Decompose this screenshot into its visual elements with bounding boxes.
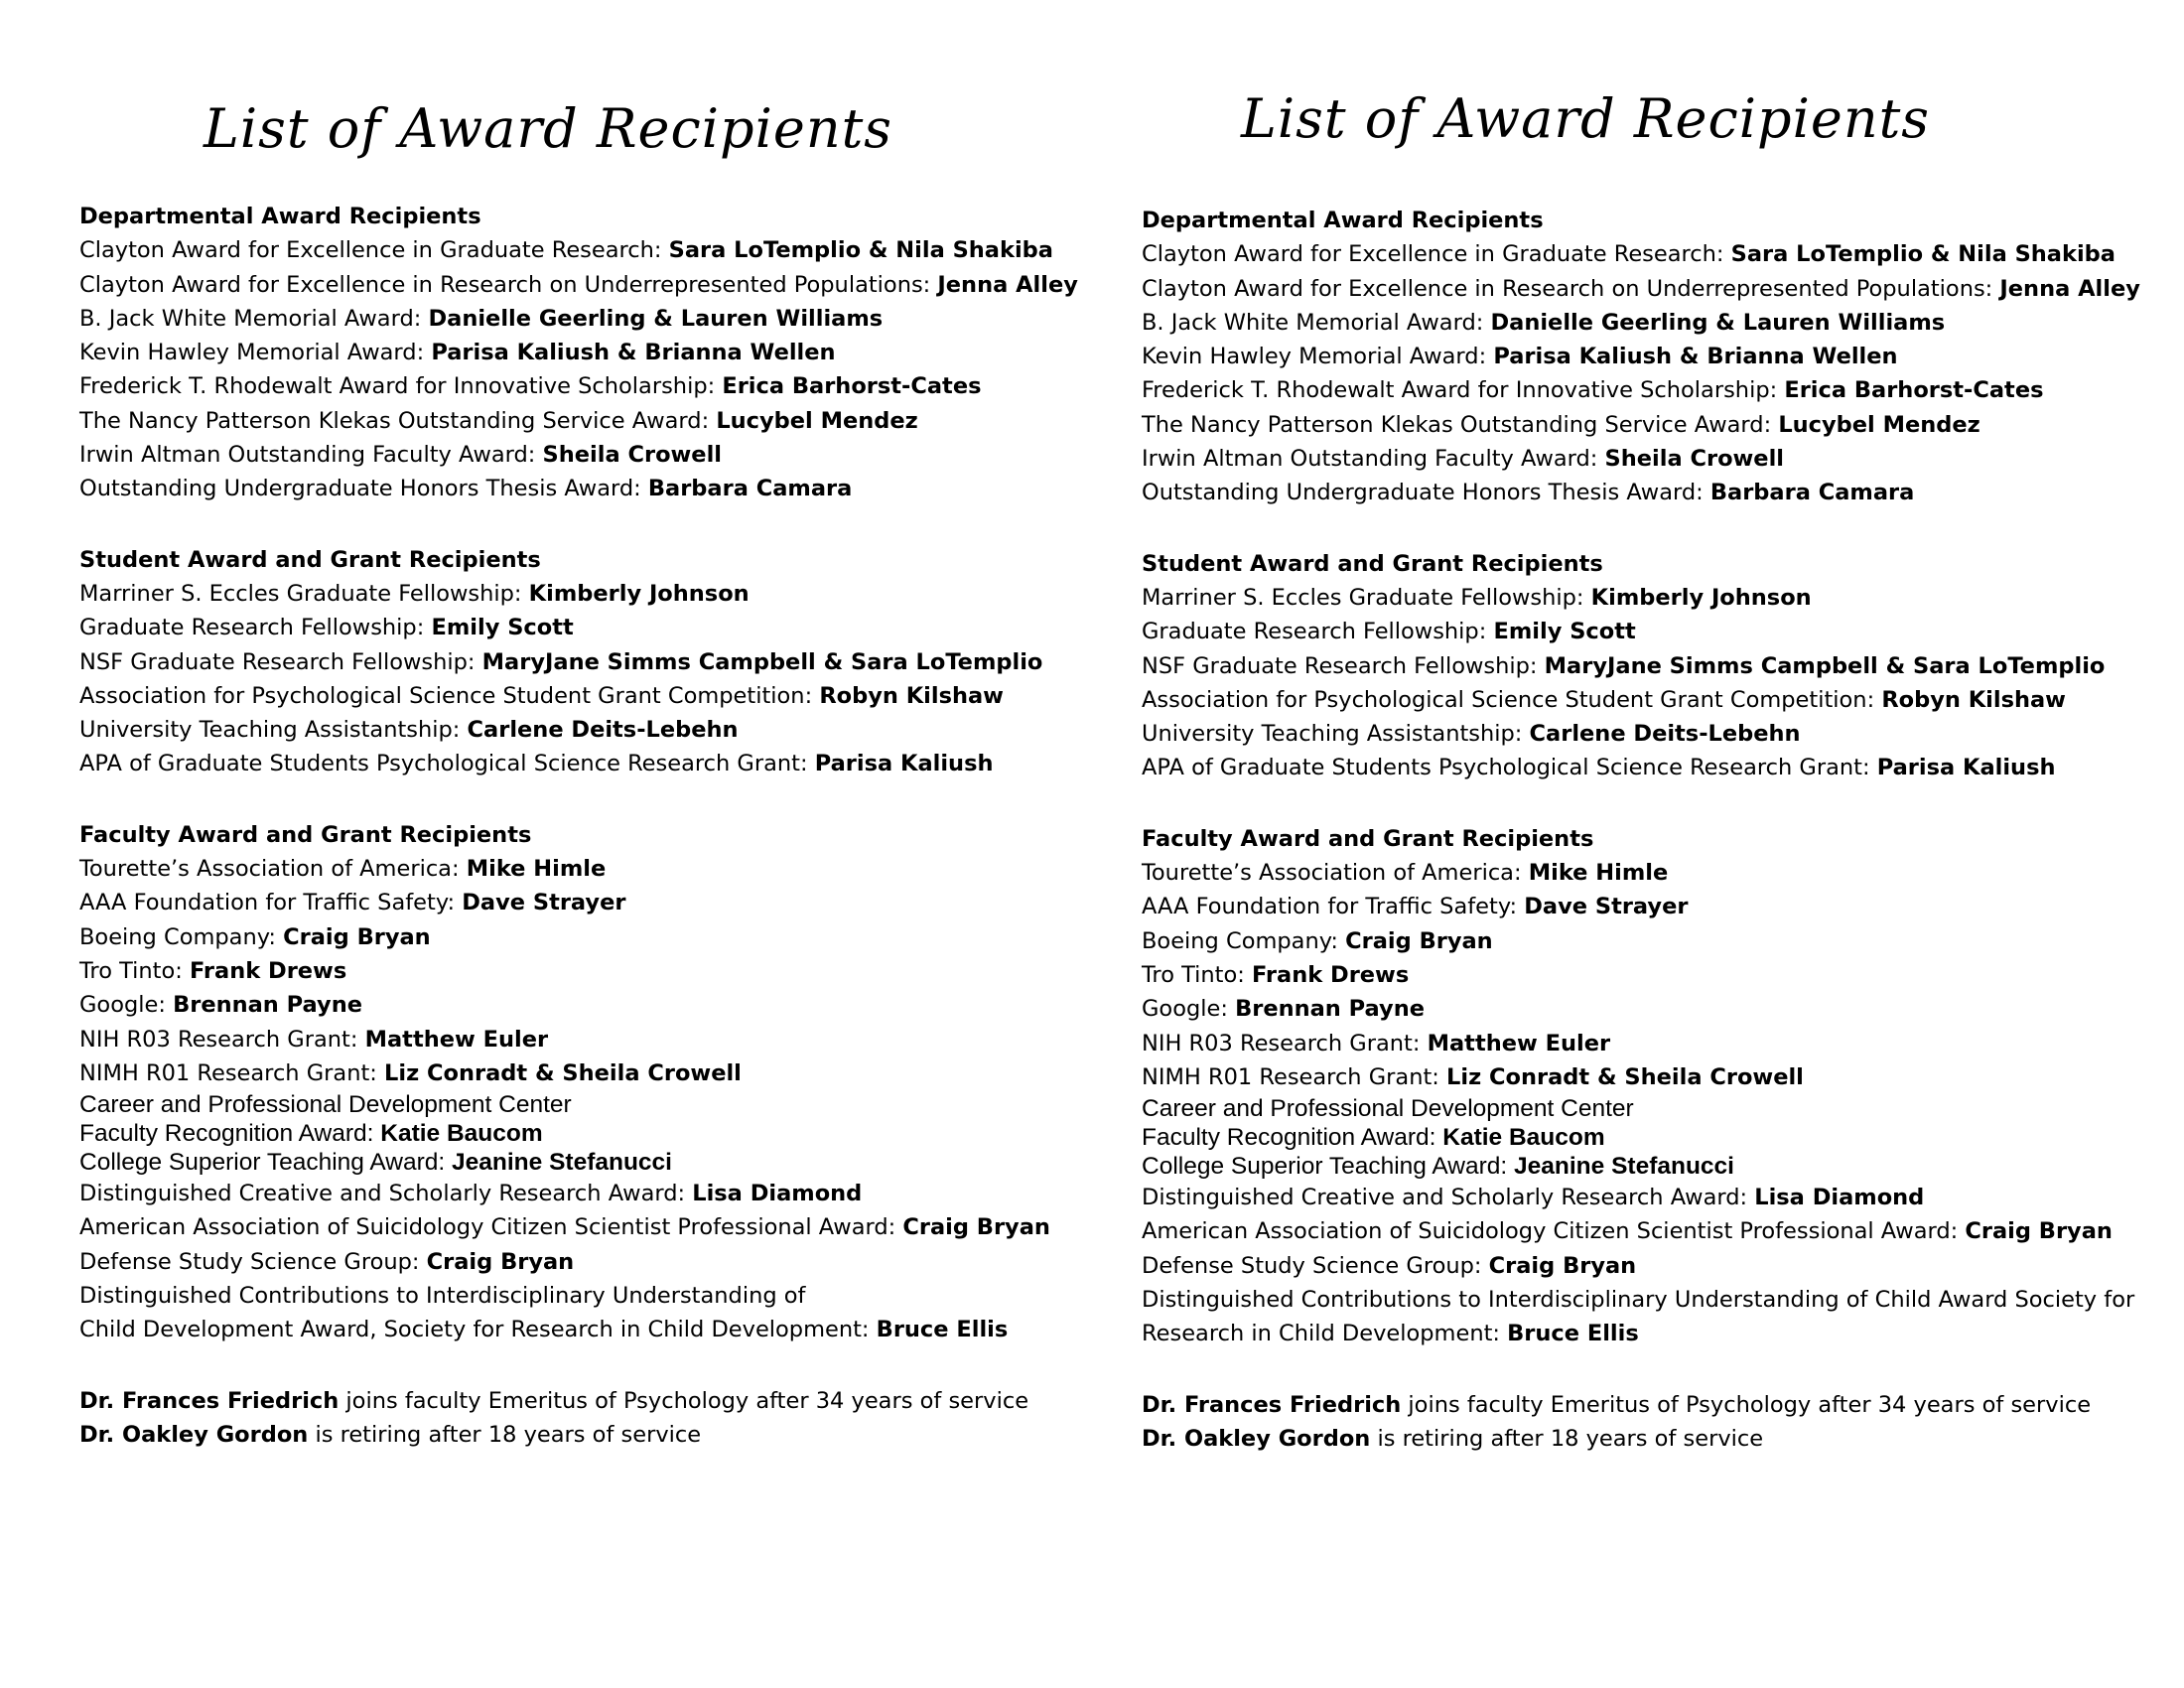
- list-item: NIMH R01 Research Grant: Liz Conradt & Sheila Crowell: [79, 1059, 742, 1086]
- recipients-list: [1142, 204, 2140, 1456]
- list-item: Boeing Company: Craig Bryan: [79, 923, 431, 950]
- list-item: APA of Graduate Students Psychological Science Research Grant: Parisa Kaliush: [1142, 755, 2056, 781]
- career-center-label: Career and Professional Development Center: [79, 1091, 572, 1119]
- list-item: University Teaching Assistantship: Carlene Deits-Lebehn: [79, 717, 739, 744]
- list-item: Clayton Award for Excellence in Research on Underrepresented Populations: Jenna Alley: [79, 271, 1078, 298]
- career-center-label: Career and Professional Development Center: [1142, 1095, 1634, 1123]
- list-item: AAA Foundation for Traffic Safety: Dave Strayer: [1142, 894, 1689, 920]
- list-item: B. Jack White Memorial Award: Danielle Geerling & Lauren Williams: [1142, 309, 1946, 336]
- faculty-heading: Faculty Award and Grant Recipients: [79, 821, 532, 848]
- student-heading: Student Award and Grant Recipients: [1142, 550, 1603, 577]
- list-item: Defense Study Science Group: Craig Bryan: [1142, 1252, 1637, 1279]
- retirement-note: Dr. Frances Friedrich joins faculty Emeritus of Psychology after 34 years of service: [1142, 1391, 2092, 1418]
- list-item: Clayton Award for Excellence in Graduate Research: Sara LoTemplio & Nila Shakiba: [1142, 241, 2116, 268]
- list-item: Research in Child Development: Bruce Ellis: [1142, 1321, 1639, 1347]
- list-item: Kevin Hawley Memorial Award: Parisa Kaliush & Brianna Wellen: [1142, 344, 1898, 370]
- list-item: APA of Graduate Students Psychological Science Research Grant: Parisa Kaliush: [79, 751, 994, 777]
- list-item: Graduate Research Fellowship: Emily Scott: [1142, 619, 1636, 645]
- list-item: American Association of Suicidology Citizen Scientist Professional Award: Craig Bryan: [79, 1214, 1050, 1241]
- departmental-heading: Departmental Award Recipients: [1142, 208, 1544, 233]
- list-item: Tourette’s Association of America: Mike Himle: [1142, 860, 1669, 887]
- page-title: List of Award Recipients: [204, 97, 893, 160]
- list-item: Marriner S. Eccles Graduate Fellowship: Kimberly Johnson: [1142, 584, 1812, 611]
- list-item: The Nancy Patterson Klekas Outstanding Service Award: Lucybel Mendez: [79, 407, 918, 434]
- list-item: B. Jack White Memorial Award: Danielle Geerling & Lauren Williams: [79, 305, 884, 332]
- faculty-heading: Faculty Award and Grant Recipients: [1142, 825, 1594, 852]
- page-title: List of Award Recipients: [1241, 87, 1931, 150]
- list-item: Graduate Research Fellowship: Emily Scott: [79, 615, 574, 641]
- retirement-note: Dr. Frances Friedrich joins faculty Emeritus of Psychology after 34 years of service: [79, 1387, 1029, 1414]
- list-item: American Association of Suicidology Citizen Scientist Professional Award: Craig Bryan: [1142, 1218, 2113, 1245]
- list-item: NSF Graduate Research Fellowship: MaryJane Simms Campbell & Sara LoTemplio: [79, 648, 1043, 675]
- list-item: Frederick T. Rhodewalt Award for Innovative Scholarship: Erica Barhorst-Cates: [79, 373, 982, 400]
- list-item: The Nancy Patterson Klekas Outstanding Service Award: Lucybel Mendez: [1142, 411, 1980, 438]
- list-item: Child Development Award, Society for Research in Child Development: Bruce Ellis: [79, 1317, 1009, 1343]
- list-item: Faculty Recognition Award: Katie Baucom: [1142, 1124, 1605, 1152]
- list-item: Tourette’s Association of America: Mike Himle: [79, 856, 607, 883]
- list-item: Association for Psychological Science Student Grant Competition: Robyn Kilshaw: [79, 682, 1004, 709]
- list-item: Boeing Company: Craig Bryan: [1142, 927, 1493, 954]
- recipients-list: [79, 200, 1078, 1452]
- list-item: Faculty Recognition Award: Katie Baucom: [79, 1120, 543, 1148]
- list-item: Google: Brennan Payne: [1142, 996, 1425, 1023]
- student-heading: Student Award and Grant Recipients: [79, 546, 541, 573]
- list-item: College Superior Teaching Award: Jeanine Stefanucci: [1142, 1153, 1734, 1181]
- list-item: NIH R03 Research Grant: Matthew Euler: [79, 1026, 549, 1053]
- list-item: Google: Brennan Payne: [79, 992, 362, 1019]
- list-item: NIMH R01 Research Grant: Liz Conradt & Sheila Crowell: [1142, 1063, 1804, 1090]
- list-item: Defense Study Science Group: Craig Bryan: [79, 1248, 575, 1275]
- list-item: Distinguished Creative and Scholarly Research Award: Lisa Diamond: [1142, 1185, 1925, 1211]
- list-item: Irwin Altman Outstanding Faculty Award: Sheila Crowell: [1142, 446, 1784, 473]
- list-item: Tro Tinto: Frank Drews: [79, 957, 347, 984]
- departmental-heading: Departmental Award Recipients: [79, 204, 481, 229]
- list-item: Outstanding Undergraduate Honors Thesis Award: Barbara Camara: [1142, 480, 1915, 506]
- list-item: Distinguished Contributions to Interdisciplinary Understanding of: [79, 1283, 806, 1310]
- list-item: Kevin Hawley Memorial Award: Parisa Kaliush & Brianna Wellen: [79, 340, 836, 366]
- right-page: [1092, 0, 2184, 1688]
- list-item: Tro Tinto: Frank Drews: [1142, 961, 1410, 988]
- list-item: NSF Graduate Research Fellowship: MaryJane Simms Campbell & Sara LoTemplio: [1142, 652, 2106, 679]
- list-item: Irwin Altman Outstanding Faculty Award: Sheila Crowell: [79, 442, 722, 469]
- list-item: College Superior Teaching Award: Jeanine Stefanucci: [79, 1149, 672, 1177]
- list-item: Outstanding Undergraduate Honors Thesis Award: Barbara Camara: [79, 476, 853, 502]
- list-item: NIH R03 Research Grant: Matthew Euler: [1142, 1030, 1611, 1056]
- list-item: Frederick T. Rhodewalt Award for Innovative Scholarship: Erica Barhorst-Cates: [1142, 377, 2044, 404]
- list-item: Clayton Award for Excellence in Research on Underrepresented Populations: Jenna Alley: [1142, 275, 2140, 302]
- list-item: Marriner S. Eccles Graduate Fellowship: Kimberly Johnson: [79, 580, 750, 607]
- retirement-note: Dr. Oakley Gordon is retiring after 18 years of service: [79, 1421, 702, 1448]
- list-item: Distinguished Contributions to Interdisciplinary Understanding of Child Award Society for: [1142, 1287, 2135, 1314]
- list-item: AAA Foundation for Traffic Safety: Dave Strayer: [79, 890, 626, 916]
- list-item: Association for Psychological Science Student Grant Competition: Robyn Kilshaw: [1142, 686, 2066, 713]
- list-item: University Teaching Assistantship: Carlene Deits-Lebehn: [1142, 721, 1801, 748]
- list-item: Clayton Award for Excellence in Graduate Research: Sara LoTemplio & Nila Shakiba: [79, 237, 1053, 264]
- list-item: Distinguished Creative and Scholarly Research Award: Lisa Diamond: [79, 1181, 863, 1207]
- retirement-note: Dr. Oakley Gordon is retiring after 18 years of service: [1142, 1425, 1764, 1452]
